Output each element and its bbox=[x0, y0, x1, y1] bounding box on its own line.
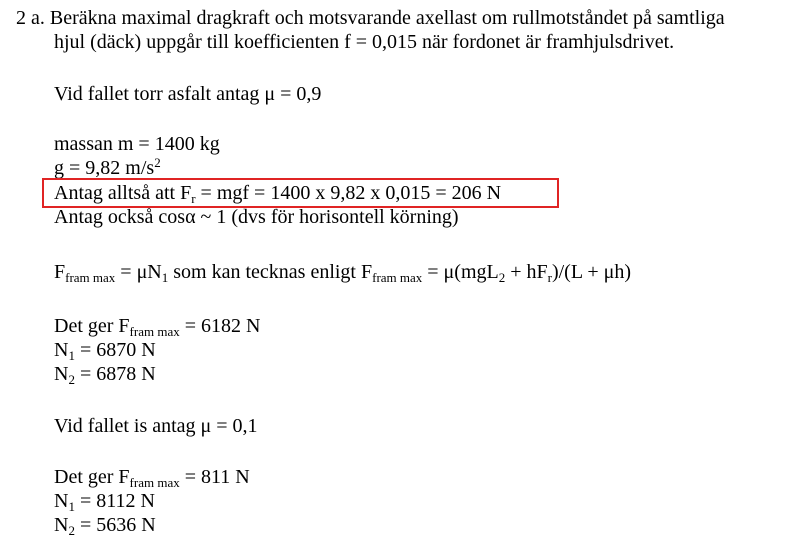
dry-n2-value: = 6878 N bbox=[74, 363, 156, 385]
problem-statement-line-2: hjul (däck) uppgår till koefficienten f = 0,015 när fordonet är framhjulsdrivet. bbox=[54, 31, 675, 53]
formula-part3: = μ(mgL bbox=[422, 261, 499, 283]
formula-part2: som kan tecknas enligt F bbox=[168, 261, 373, 283]
dry-asphalt-assumption: Vid fallet torr asfalt antag μ = 0,9 bbox=[54, 83, 322, 105]
formula-part4: + hF bbox=[505, 261, 548, 283]
ice-assumption: Vid fallet is antag μ = 0,1 bbox=[54, 415, 258, 437]
rolling-resistance-line bbox=[54, 181, 501, 205]
gravity-given bbox=[54, 156, 161, 180]
rolling-prefix: Antag alltså att F bbox=[54, 182, 192, 204]
dry-n2-label: N bbox=[54, 363, 69, 385]
ice-n2-label: N bbox=[54, 514, 69, 536]
ice-n1-result bbox=[54, 489, 155, 513]
ice-n1-sub: 1 bbox=[68, 499, 75, 514]
cos-assumption: Antag också cosα ~ 1 (dvs för horisontell körning) bbox=[54, 206, 459, 228]
gravity-exponent: 2 bbox=[154, 155, 161, 170]
formula-sub-r: r bbox=[547, 270, 552, 285]
formula-sub-fram-2: fram max bbox=[372, 270, 423, 285]
rolling-subscript: r bbox=[191, 191, 196, 206]
formula-sub-fram: fram max bbox=[65, 270, 116, 285]
dry-ger-sub: fram max bbox=[129, 324, 180, 339]
mass-given: massan m = 1400 kg bbox=[54, 133, 220, 155]
gravity-text: g = 9,82 m/s bbox=[54, 157, 155, 179]
ice-ger-value: = 811 N bbox=[179, 466, 250, 488]
ice-traction-result bbox=[54, 465, 250, 489]
formula-part1: = μN bbox=[115, 261, 162, 283]
dry-n1-result bbox=[54, 338, 156, 362]
traction-formula bbox=[54, 260, 631, 284]
dry-n1-sub: 1 bbox=[68, 348, 75, 363]
formula-f: F bbox=[54, 261, 66, 283]
dry-traction-result bbox=[54, 314, 260, 338]
rolling-calculation: = mgf = 1400 x 9,82 x 0,015 = 206 N bbox=[195, 182, 502, 204]
dry-ger-value: = 6182 N bbox=[179, 315, 261, 337]
formula-sub-2: 2 bbox=[498, 270, 506, 285]
problem-statement-line-1: 2 a. Beräkna maximal dragkraft och motsvarande axellast om rullmotståndet på samtliga bbox=[16, 7, 725, 29]
dry-n2-sub: 2 bbox=[68, 372, 75, 387]
dry-n2-result bbox=[54, 362, 156, 386]
ice-n2-sub: 2 bbox=[68, 523, 75, 538]
ice-ger-prefix: Det ger F bbox=[54, 466, 130, 488]
dry-n1-value: = 6870 N bbox=[74, 339, 156, 361]
ice-n2-value: = 5636 N bbox=[74, 514, 156, 536]
ice-ger-sub: fram max bbox=[129, 475, 180, 490]
ice-n2-result bbox=[54, 513, 156, 537]
formula-sub-1: 1 bbox=[161, 270, 169, 285]
formula-part5: )/(L + μh) bbox=[551, 261, 631, 283]
ice-n1-value: = 8112 N bbox=[74, 490, 155, 512]
ice-n1-label: N bbox=[54, 490, 69, 512]
dry-n1-label: N bbox=[54, 339, 69, 361]
dry-ger-prefix: Det ger F bbox=[54, 315, 130, 337]
